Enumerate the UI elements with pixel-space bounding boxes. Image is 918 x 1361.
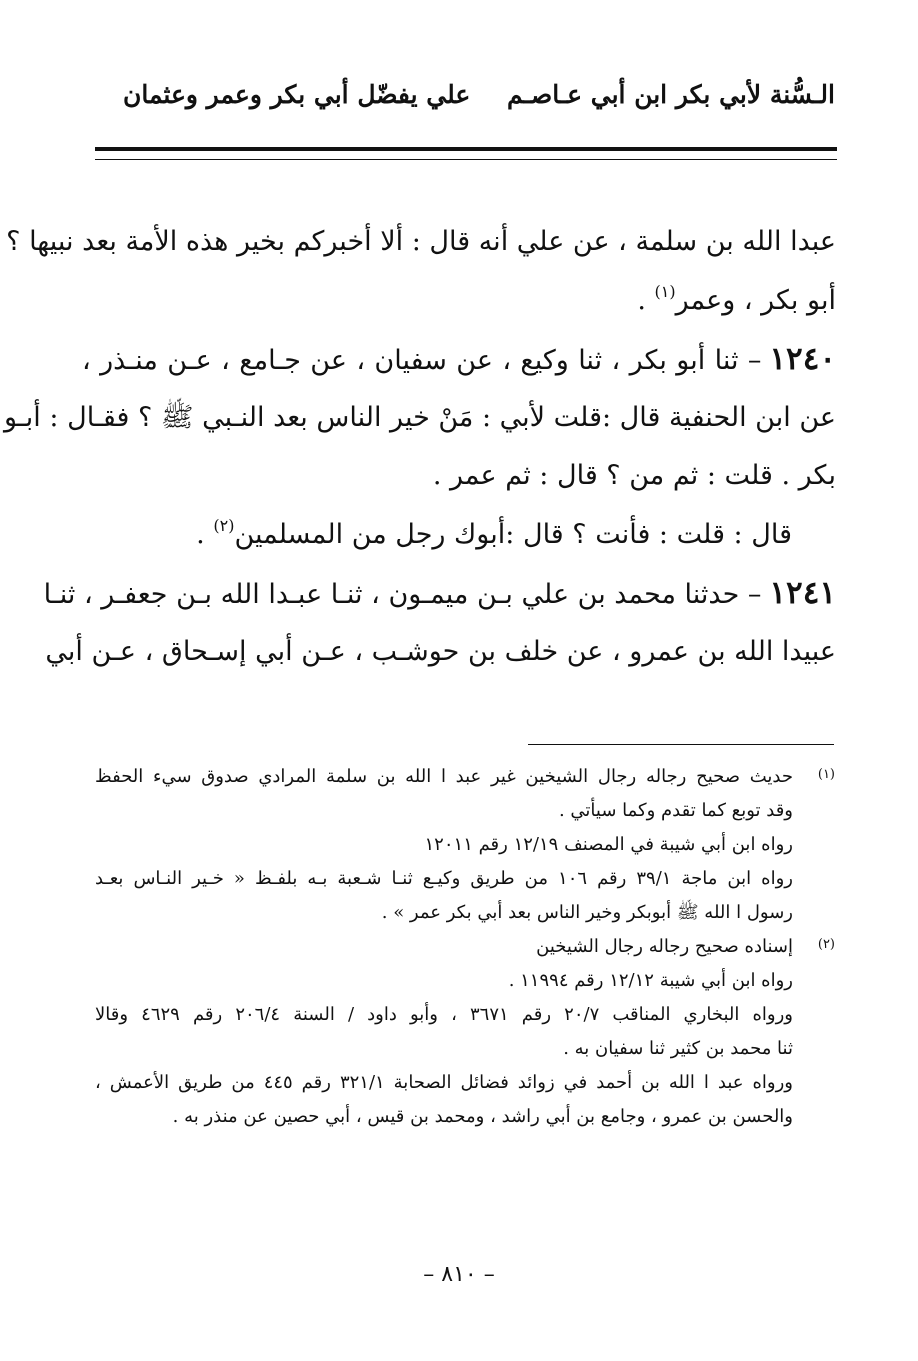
main-text: [3, 213, 836, 681]
line-text: – ثنا أبو بكر ، ثنا وكيع ، عن سفيان ، عن جـامع ، عـن منـذر ،: [82, 345, 762, 376]
text-line: [3, 389, 836, 448]
footnote-marker: (١): [817, 767, 835, 782]
footnote-line: رواه ابن أبي شيبة في المصنف ١٢/١٩ رقم ١٢٠١١: [424, 834, 793, 855]
footnote-ref: (١): [654, 281, 676, 301]
header-rule-thick: [95, 147, 837, 151]
line-text: قال : قلت : فأنت ؟ قال :أبوك رجل من المسلمين: [234, 518, 792, 550]
line-text-end: .: [196, 518, 214, 550]
hadith-1240-line: [82, 330, 836, 389]
line-text: أبو بكر ، وعمر: [675, 284, 836, 316]
page-number: – ٨١٠ –: [423, 1262, 495, 1287]
footnote-line: رواه ابن أبي شيبة ١٢/١٢ رقم ١١٩٩٤ .: [508, 970, 793, 991]
footnote-line: إسناده صحيح رجاله رجال الشيخين: [536, 936, 793, 957]
book-title: الـسُّنة لأبي بكر ابن أبي عـاصـم: [507, 80, 835, 109]
footnote-line: ورواه عبد ا الله بن أحمد في زوائد فضائل الصحابة ٣٢١/١ رقم ٤٤٥ من طريق الأعمش ،: [95, 1072, 793, 1093]
text-line: [82, 506, 836, 565]
line-text: عبيدا الله بن عمرو ، عن خلف بن حوشـب ، عـن أبي إسـحاق ، عـن أبي: [45, 635, 836, 667]
line-text: – حدثنا محمد بن علي بـن ميمـون ، ثنـا عبـدا الله بـن جعفـر ، ثنـا: [43, 579, 762, 610]
footnote-marker: (٢): [817, 937, 835, 952]
footnote-line: ورواه البخاري المناقب ٢٠/٧ رقم ٣٦٧١ ، وأبو داود / السنة ٢٠٦/٤ رقم ٤٦٢٩ وقالا: [95, 1004, 793, 1025]
footnote-ref: (٢): [213, 515, 235, 535]
footnote-line: رواه ابن ماجة ٣٩/١ رقم ١٠٦ من طريق وكيـع ثنـا شـعبة بـه بلفـظ « خـير النـاس بعـد: [95, 868, 793, 889]
footnote-line: وقد توبع كما تقدم وكما سيأتي .: [558, 800, 793, 821]
footnote-2: [95, 930, 835, 1134]
footnote-line: حديث صحيح رجاله رجال الشيخين غير عبد ا الله بن سلمة المرادي صدوق سيء الحفظ: [95, 766, 793, 787]
text-line: [45, 623, 836, 682]
hadith-1241-line: [43, 564, 836, 623]
text-line: [82, 447, 836, 506]
hadith-number: ١٢٤١: [769, 575, 836, 611]
footnote-line: رسول ا الله ﷺ أبوبكر وخير الناس بعد أبي بكر عمر » .: [381, 902, 793, 923]
line-text-end: .: [637, 284, 655, 316]
footnotes: [95, 760, 835, 1134]
line-text: عبدا الله بن سلمة ، عن علي أنه قال : ألا أخبركم بخير هذه الأمة بعد نبيها ؟: [6, 226, 836, 257]
text-line: [6, 213, 836, 272]
chapter-title: علي يفضّل أبي بكر وعمر وعثمان: [123, 80, 471, 109]
footnote-1: [95, 760, 835, 930]
text-line: [82, 272, 836, 331]
line-text: عن ابن الحنفية قال :قلت لأبي : مَنْ خير الناس بعد النـبي ﷺ ؟ فقـال : أبـو: [3, 401, 836, 433]
footnote-line: والحسن بن عمرو ، وجامع بن أبي راشد ، ومحمد بن قيس ، أبي حصين عن منذر به .: [172, 1106, 793, 1127]
header-rule-thin: [95, 159, 837, 160]
running-header: [95, 80, 835, 120]
hadith-number: ١٢٤٠: [769, 341, 836, 377]
line-text: بكر . قلت : ثم من ؟ قال : ثم عمر .: [432, 460, 836, 491]
footnote-line: ثنا محمد بن كثير ثنا سفيان به .: [563, 1038, 793, 1059]
footnote-separator: [528, 744, 834, 745]
